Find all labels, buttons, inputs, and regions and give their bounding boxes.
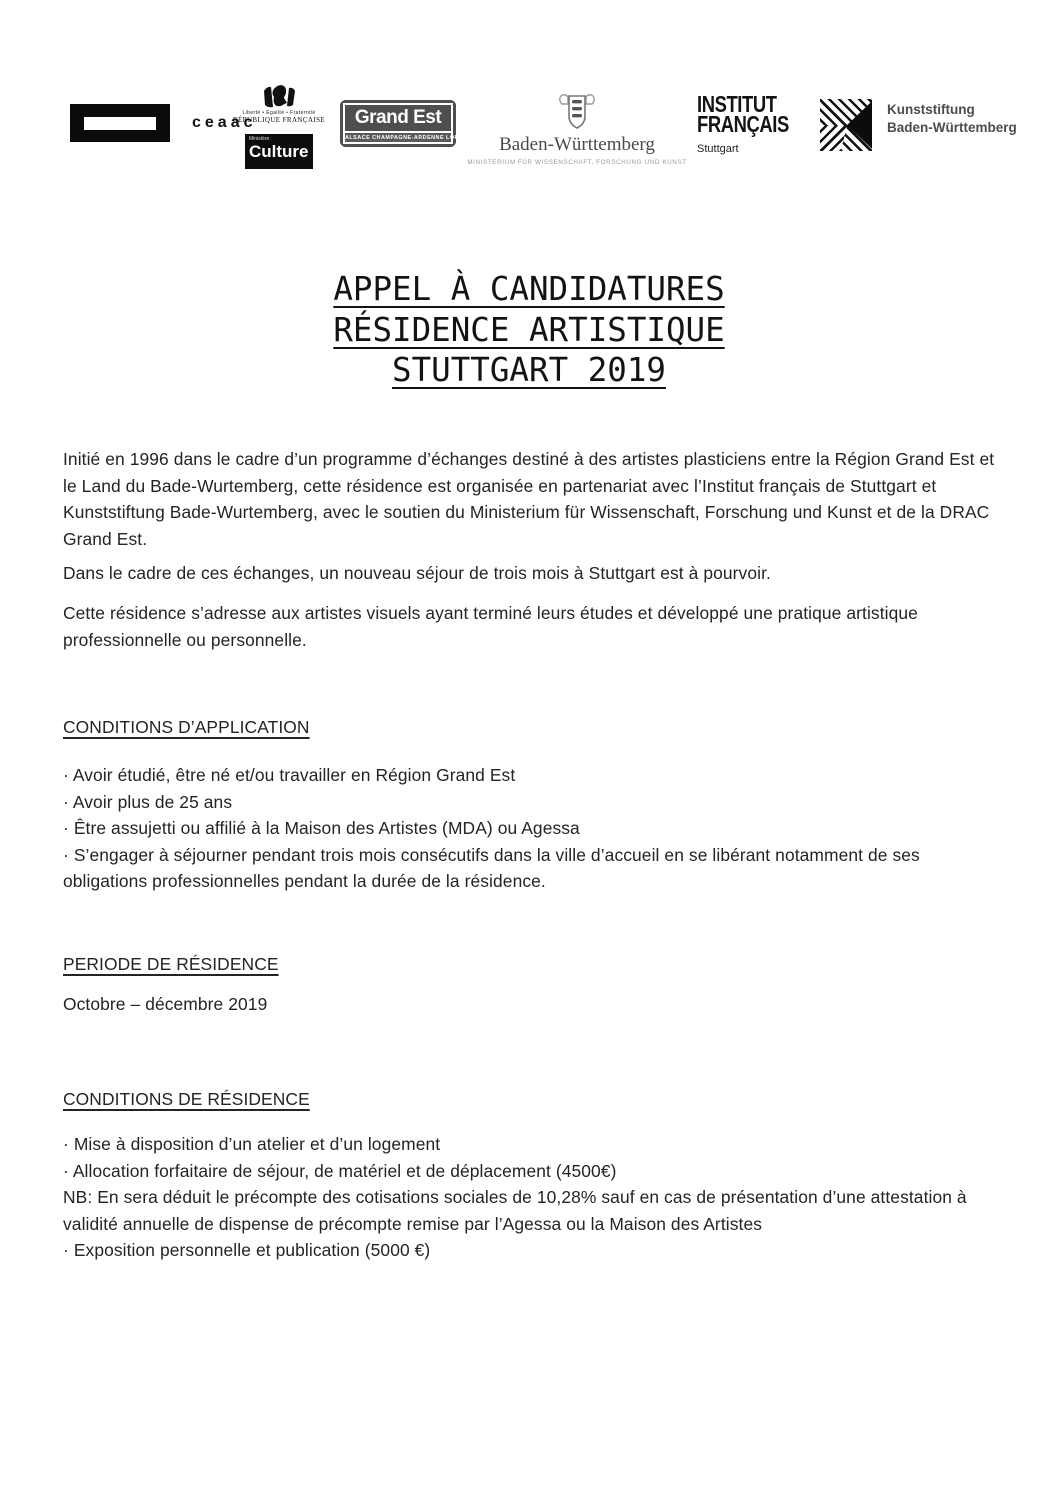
ceaac-mark-icon (70, 104, 170, 142)
baden-wurttemberg-title: Baden-Württemberg (499, 134, 655, 155)
intro-paragraph-2: Dans le cadre de ces échanges, un nouveau séjour de trois mois à Stuttgart est à pourvoir. (63, 563, 771, 583)
kunststiftung-logo (820, 99, 1017, 151)
institut-francais-city: Stuttgart (697, 143, 739, 155)
title-line-2: RÉSIDENCE ARTISTIQUE (333, 310, 725, 349)
institut-francais-line2: FRANÇAIS (697, 110, 789, 137)
baden-wurttemberg-ministerium-logo (467, 88, 687, 166)
kunststiftung-line1: Kunststiftung (887, 102, 975, 117)
marianne-icon (262, 84, 296, 110)
grand-est-logo (340, 100, 479, 147)
list-item: · Être assujetti ou affilié à la Maison des Artistes (MDA) ou Agessa (63, 818, 580, 838)
list-item: · S’engager à séjourner pendant trois mois consécutifs dans la ville d’accueil en se libérant notamment de ses obligations professionnelles pendant la durée de la résidence. (63, 844, 920, 891)
grand-est-title: Grand Est (343, 103, 453, 131)
periode-value: Octobre – décembre 2019 (63, 994, 268, 1014)
institut-francais-line1: INSTITUT (697, 91, 777, 117)
ceaac-logo (70, 104, 257, 142)
ceaac-logo-text: ceaac (192, 114, 257, 131)
institut-francais-logo (697, 91, 812, 155)
list-item: · Allocation forfaitaire de séjour, de matériel et de déplacement (4500€) (63, 1160, 617, 1181)
culture-ministere: Ministère (249, 136, 270, 142)
document-title (0, 269, 1058, 391)
ministere-culture-logo (232, 84, 326, 169)
intro-paragraph-1: Initié en 1996 dans le cadre d’un programme d’échanges destiné à des artistes plasticiens entre la Région Grand Est et le Land du Bade-Wurtemberg, cette résidence est organisée en partenariat avec l’Institut français de Stuttgart et Kunststiftung Bade-Wurtemberg, avec le soutien du Ministerium für Wissenschaft, Forschung und Kunst et de la DRAC Grand Est. (63, 449, 995, 549)
culture-block (245, 134, 313, 169)
baden-wurttemberg-subtitle: MINISTERIUM FÜR WISSENSCHAFT, FORSCHUNG UND KUNST (467, 159, 687, 166)
heading-conditions-residence: CONDITIONS DE RÉSIDENCE (63, 1089, 310, 1109)
culture-motto: Liberté • Égalité • Fraternité (242, 110, 316, 116)
heading-conditions-application: CONDITIONS D’APPLICATION (63, 717, 310, 737)
list-item: · Avoir étudié, être né et/ou travailler en Région Grand Est (63, 765, 516, 785)
kunststiftung-mark-icon (820, 99, 872, 151)
list-item: NB: En sera déduit le précompte des cotisations sociales de 10,28% sauf en cas de présentation d’une attestation à validité annuelle de dispense de précompte remise par l’Agessa ou la Maison des Artistes (63, 1187, 967, 1234)
list-item: · Mise à disposition d’un atelier et d’un logement (63, 1134, 441, 1154)
title-line-1: APPEL À CANDIDATURES (333, 270, 725, 308)
list-conditions-application (63, 762, 995, 895)
baden-wurttemberg-crest-icon (556, 90, 598, 132)
culture-word: Culture (249, 142, 309, 161)
list-item: · Exposition personnelle et publication (5000 €) (63, 1240, 431, 1260)
list-conditions-residence (63, 1131, 995, 1264)
heading-periode-residence: PERIODE DE RÉSIDENCE (63, 954, 279, 974)
list-item: · Avoir plus de 25 ans (63, 791, 233, 812)
kunststiftung-line2: Baden-Württemberg (887, 120, 1017, 135)
grand-est-subtitle: ALSACE CHAMPAGNE-ARDENNE LORRAINE (343, 131, 453, 144)
title-line-3: STUTTGART 2019 (392, 351, 666, 389)
culture-republique: RÉPUBLIQUE FRANÇAISE (232, 116, 326, 124)
intro-paragraph-3: Cette résidence s’adresse aux artistes visuels ayant terminé leurs études et développé une pratique artistique professionnelle ou personnelle. (63, 603, 918, 650)
